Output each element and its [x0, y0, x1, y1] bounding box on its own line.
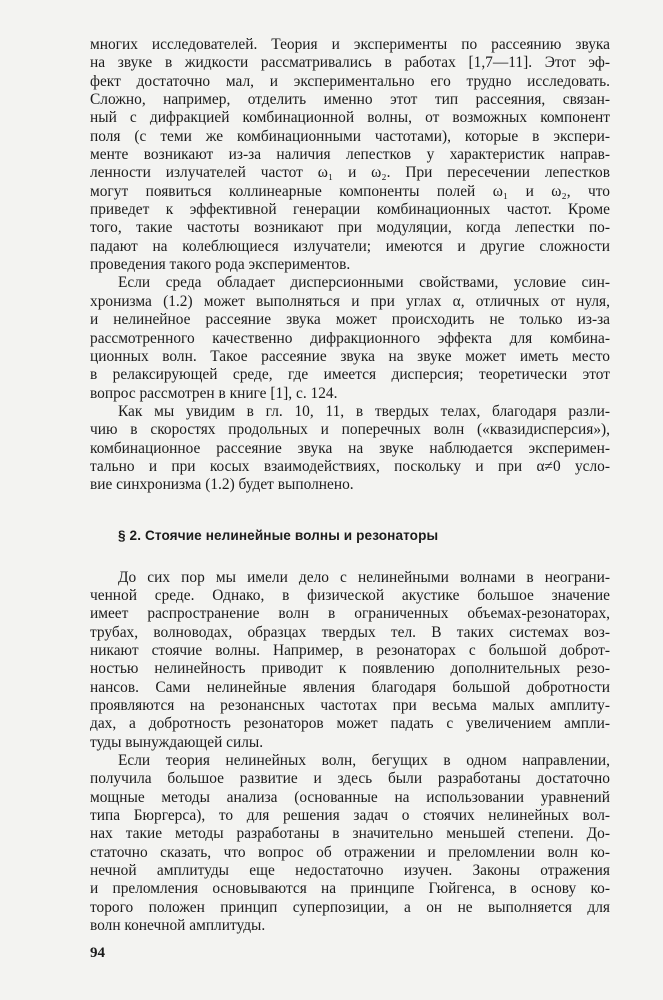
text-line: того, такие частоты возникают при модуляции, когда лепестки по- — [90, 219, 610, 237]
text-line: Сложно, например, отделить именно этот тип рассеяния, связан- — [90, 91, 610, 109]
text-line: типа Бюргерса), то для решения задач о стоячих нелинейных вол- — [90, 807, 610, 825]
text-line: многих исследователей. Теория и эксперименты по рассеянию звука — [90, 36, 610, 53]
text-line: комбинационное рассеяние звука на звуке наблюдается эксперимен- — [90, 439, 610, 457]
text-line: вие синхронизма (1.2) будет выполнено. — [90, 476, 354, 494]
text-line: До сих пор мы имели дело с нелинейными волнами в неограни- — [118, 568, 610, 586]
paragraph — [90, 403, 610, 495]
text-line: ностью нелинейность приводит к появлению дополнительных резо- — [90, 660, 610, 678]
paragraph — [90, 36, 610, 274]
text-line: проявляются на резонансных частотах при весьма малых амплиту- — [90, 697, 610, 714]
paragraph — [90, 274, 610, 402]
text-line: фект достаточно мал, и экспериментально его трудно исследовать. — [90, 72, 610, 90]
text-line: Как мы увидим в гл. 10, 11, в твердых телах, благодаря разли- — [118, 402, 610, 420]
text-line: падают на колеблющиеся излучатели; имеются и другие сложности — [90, 237, 610, 255]
text-line: на звуке в жидкости рассматривались в работах [1,7—11]. Этот эф- — [90, 54, 610, 72]
text-line: Если теория нелинейных волн, бегущих в одном направлении, — [118, 752, 610, 770]
text-line: туды вынуждающей силы. — [90, 733, 264, 751]
text-line: ченной среде. Однако, в физической акустике большое значение — [90, 586, 610, 604]
text-line: и преломления основываются на принципе Гюйгенса, в основу ко- — [90, 880, 610, 898]
section-heading: § 2. Стоячие нелинейные волны и резонаторы — [118, 527, 439, 543]
text-line: ционных волн. Такое рассеяние звука на звуке может иметь место — [90, 347, 610, 365]
text-line: хронизма (1.2) может выполняться и при углах α, отличных от нуля, — [90, 292, 610, 310]
paragraph — [90, 569, 610, 752]
text-line: никают стоячие волны. Например, в резонаторах с большой доброт- — [90, 641, 610, 659]
text-line: статочно сказать, что вопрос об отражении и преломлении волн ко- — [90, 843, 610, 861]
text-line: дах, а добротность резонаторов может падать с увеличением ампли- — [90, 715, 610, 733]
text-line: в релаксирующей среде, где имеется дисперсия; теоретически этот — [90, 366, 610, 384]
text-line: могут появиться коллинеарные компоненты полей ω₁ и ω₂, что — [90, 182, 610, 200]
bottom-text-block — [90, 569, 610, 936]
text-line: ленности излучателей частот ω₁ и ω₂. При пересечении лепестков — [90, 164, 610, 182]
text-line: вопрос рассмотрен в книге [1], с. 124. — [90, 384, 338, 402]
text-line: тально и при косых взаимодействиях, поскольку и при α≠0 усло- — [90, 457, 610, 475]
text-line: приведет к эффективной генерации комбинационных частот. Кроме — [90, 201, 610, 219]
text-line: поля (с теми же комбинационными частотами), которые в экспери- — [90, 127, 610, 145]
text-line: и нелинейное рассеяние звука может происходить не только из-за — [90, 311, 610, 329]
text-line: получила большое развитие и здесь были разработаны достаточно — [90, 770, 610, 788]
text-line: чию в скоростях продольных и поперечных волн («квазидисперсия»), — [90, 421, 610, 439]
text-line: имеет распространение волн в ограниченных объемах-резонаторах, — [90, 605, 610, 623]
text-line: проведения такого рода экспериментов. — [90, 256, 351, 274]
page-number: 94 — [90, 945, 105, 961]
text-line: нах такие методы разработаны в значительно меньшей степени. До- — [90, 825, 610, 843]
text-line: менте возникают из-за наличия лепестков у характеристик направ- — [90, 146, 610, 164]
text-line: мощные методы анализа (основанные на использовании уравнений — [90, 788, 610, 806]
text-line: нансов. Сами нелинейные явления благодаря большой добротности — [90, 678, 610, 696]
text-line: рассмотренного качественно дифракционного эффекта для комбина- — [90, 329, 610, 347]
text-line: нечной амплитуды еще недостаточно изучен. Законы отражения — [90, 862, 610, 880]
text-line: Если среда обладает дисперсионными свойствами, условие син- — [118, 274, 610, 292]
page-body — [90, 36, 610, 935]
text-line: ный с дифракцией комбинационной волны, от возможных компонент — [90, 109, 610, 127]
text-line: торого положен принцип суперпозиции, а он не выполняется для — [90, 898, 610, 916]
text-line: трубах, волноводах, образцах твердых тел. В таких системах воз- — [90, 623, 610, 641]
text-line: волн конечной амплитуды. — [90, 917, 266, 935]
paragraph — [90, 752, 610, 935]
top-text-block — [90, 36, 610, 495]
